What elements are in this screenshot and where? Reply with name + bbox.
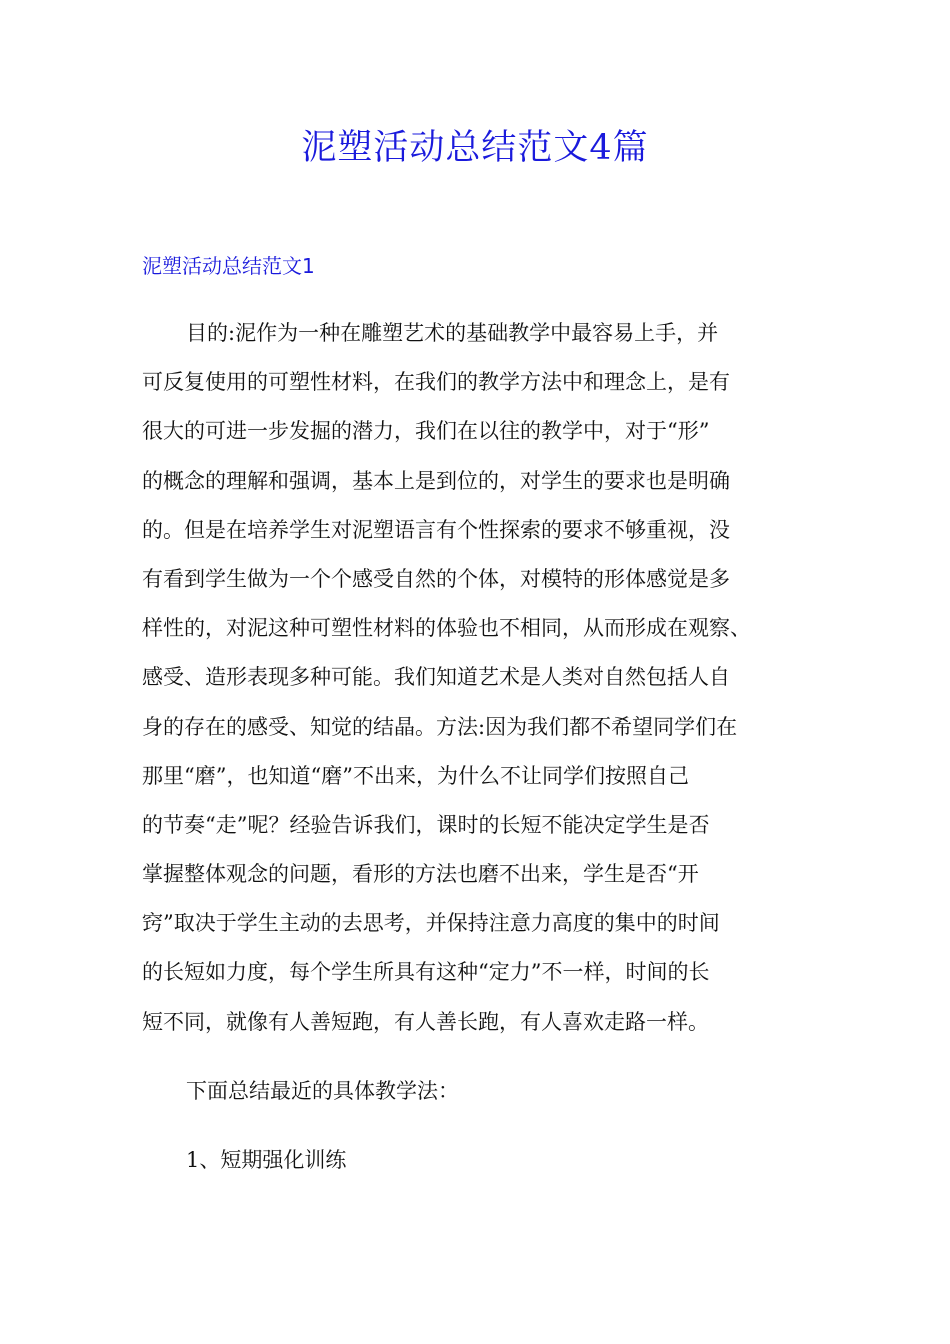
- paragraph-line: 的概念的理解和强调，基本上是到位的，对学生的要求也是明确: [142, 468, 730, 493]
- paragraph-line: 那里“磨”，也知道“磨”不出来，为什么不让同学们按照自己: [142, 763, 689, 788]
- list-item-heading: 1、短期强化训练: [186, 1148, 347, 1172]
- section-heading: 泥塑活动总结范文1: [142, 254, 315, 278]
- paragraph-line: 很大的可进一步发掘的潜力，我们在以往的教学中，对于“形”: [142, 419, 710, 444]
- paragraph-line: 的节奏“走”呢？经验告诉我们，课时的长短不能决定学生是否: [142, 812, 710, 837]
- body-paragraph: [142, 309, 814, 1047]
- paragraph-line: 可反复使用的可塑性材料，在我们的教学方法中和理念上，是有: [142, 370, 730, 395]
- paragraph-line: 窍”取决于学生主动的去思考，并保持注意力高度的集中的时间: [142, 911, 720, 936]
- paragraph-line: 目的:泥作为一种在雕塑艺术的基础教学中最容易上手，并: [186, 321, 719, 345]
- paragraph-line: 的长短如力度，每个学生所具有这种“定力”不一样，时间的长: [142, 960, 710, 985]
- paragraph-line: 短不同，就像有人善短跑，有人善长跑，有人喜欢走路一样。: [142, 1009, 709, 1034]
- paragraph-line: 身的存在的感受、知觉的结晶。方法:因为我们都不希望同学们在: [142, 714, 738, 739]
- method-intro-paragraph: 下面总结最近的具体教学法：: [186, 1079, 459, 1103]
- document-title: 泥塑活动总结范文4篇: [301, 128, 649, 168]
- paragraph-line: 掌握整体观念的问题，看形的方法也磨不出来，学生是否“开: [142, 862, 699, 887]
- paragraph-line: 有看到学生做为一个个感受自然的个体，对模特的形体感觉是多: [142, 566, 730, 591]
- paragraph-line: 样性的，对泥这种可塑性材料的体验也不相同，从而形成在观察、: [142, 616, 751, 641]
- paragraph-line: 的。但是在培养学生对泥塑语言有个性探索的要求不够重视，没: [142, 517, 730, 542]
- paragraph-line: 感受、造形表现多种可能。我们知道艺术是人类对自然包括人自: [142, 665, 730, 690]
